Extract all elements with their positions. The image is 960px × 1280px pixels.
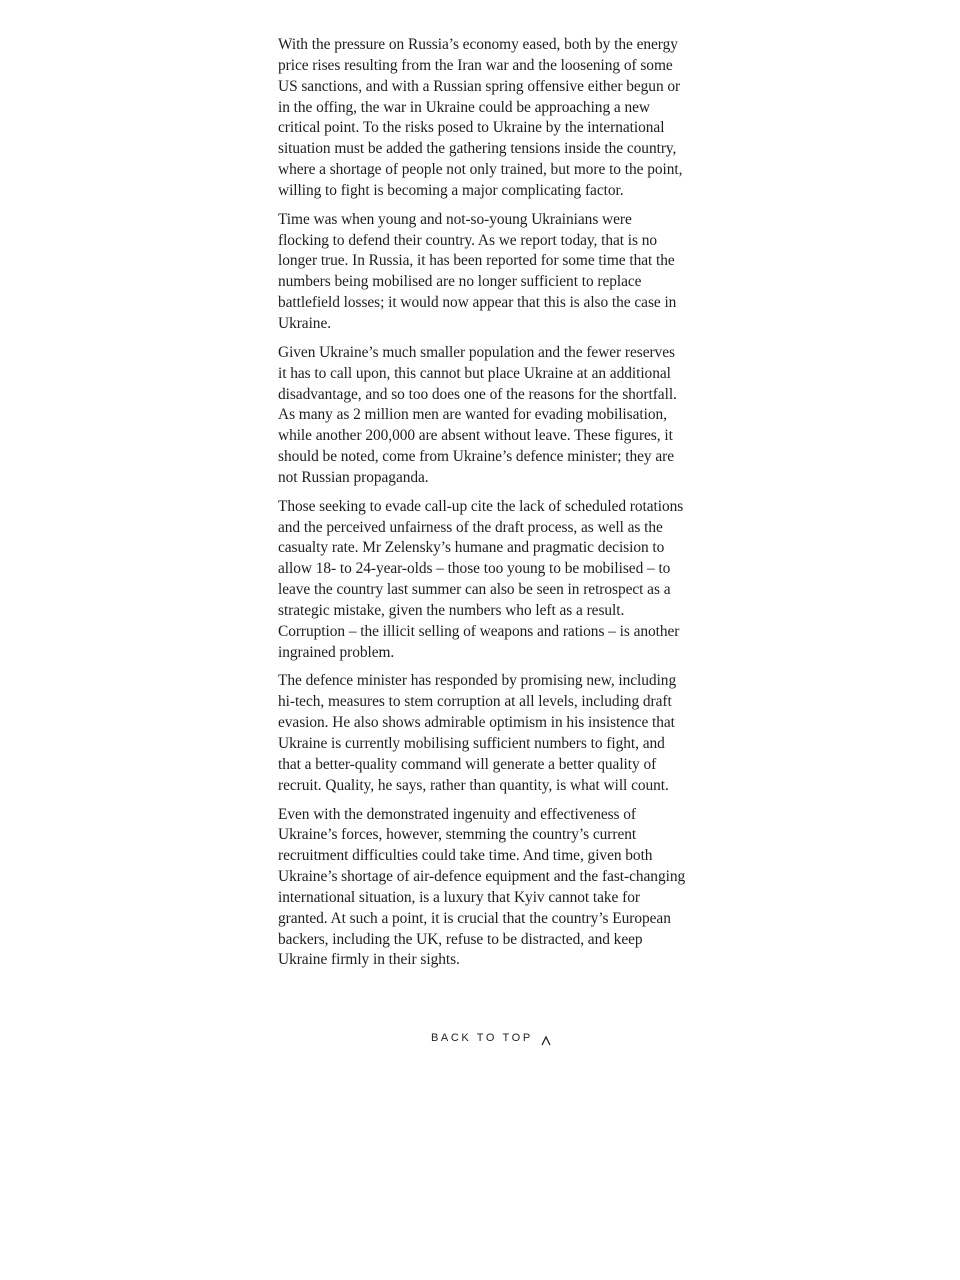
back-to-top-link[interactable] xyxy=(431,1030,551,1045)
article-paragraph: The defence minister has responded by promising new, including hi-tech, measures to stem corruption at all levels, including draft evasion. He also shows admirable optimism in his insistence that Ukraine is currently mobilising sufficient numbers to fight, and that a better-quality command will generate a better quality of recruit. Quality, he says, rather than quantity, is what will count. xyxy=(278,672,677,794)
article-paragraph: Even with the demonstrated ingenuity and effectiveness of Ukraine’s forces, however, stemming the country’s current recruitment difficulties could take time. And time, given both Ukraine’s shortage of air-defence equipment and the fast-changing international situation, is a luxury that Kyiv cannot take for granted. At such a point, it is crucial that the country’s European backers, including the UK, refuse to be distracted, and keep Ukraine firmly in their sights. xyxy=(278,805,686,969)
article-paragraph: Those seeking to evade call-up cite the lack of scheduled rotations and the perceived unfairness of the draft process, as well as the casualty rate. Mr Zelensky’s humane and pragmatic decision to allow 18- to 24-year-olds – those too young to be mobilised – to leave the country last summer can also be seen in retrospect as a strategic mistake, given the numbers who left as a result. Corruption – the illicit selling of weapons and rations – is another ingrained problem. xyxy=(278,497,684,661)
article-body xyxy=(278,35,686,979)
article-paragraph: Given Ukraine’s much smaller population and the fewer reserves it has to call upon, this cannot but place Ukraine at an additional disadvantage, and so too does one of the reasons for the shortfall. As many as 2 million men are wanted for evading mobilisation, while another 200,000 are absent without leave. These figures, it should be noted, come from Ukraine’s defence minister; they are not Russian propaganda. xyxy=(278,343,677,486)
back-to-top-label: BACK TO TOP xyxy=(431,1031,533,1044)
article-paragraph: Time was when young and not-so-young Ukrainians were flocking to defend their country. As we report today, that is no longer true. In Russia, it has been reported for some time that the numbers being mobilised are no longer sufficient to replace battlefield losses; it would now appear that this is also the case in Ukraine. xyxy=(278,210,677,332)
chevron-up-icon xyxy=(541,1033,551,1045)
article-paragraph: With the pressure on Russia’s economy eased, both by the energy price rises resulting from the Iran war and the loosening of some US sanctions, and with a Russian spring offensive either begun or in the offing, the war in Ukraine could be approaching a new critical point. To the risks posed to Ukraine by the international situation must be added the gathering tensions inside the country, where a shortage of people not only trained, but more to the point, willing to fight is becoming a major complicating factor. xyxy=(278,36,683,199)
